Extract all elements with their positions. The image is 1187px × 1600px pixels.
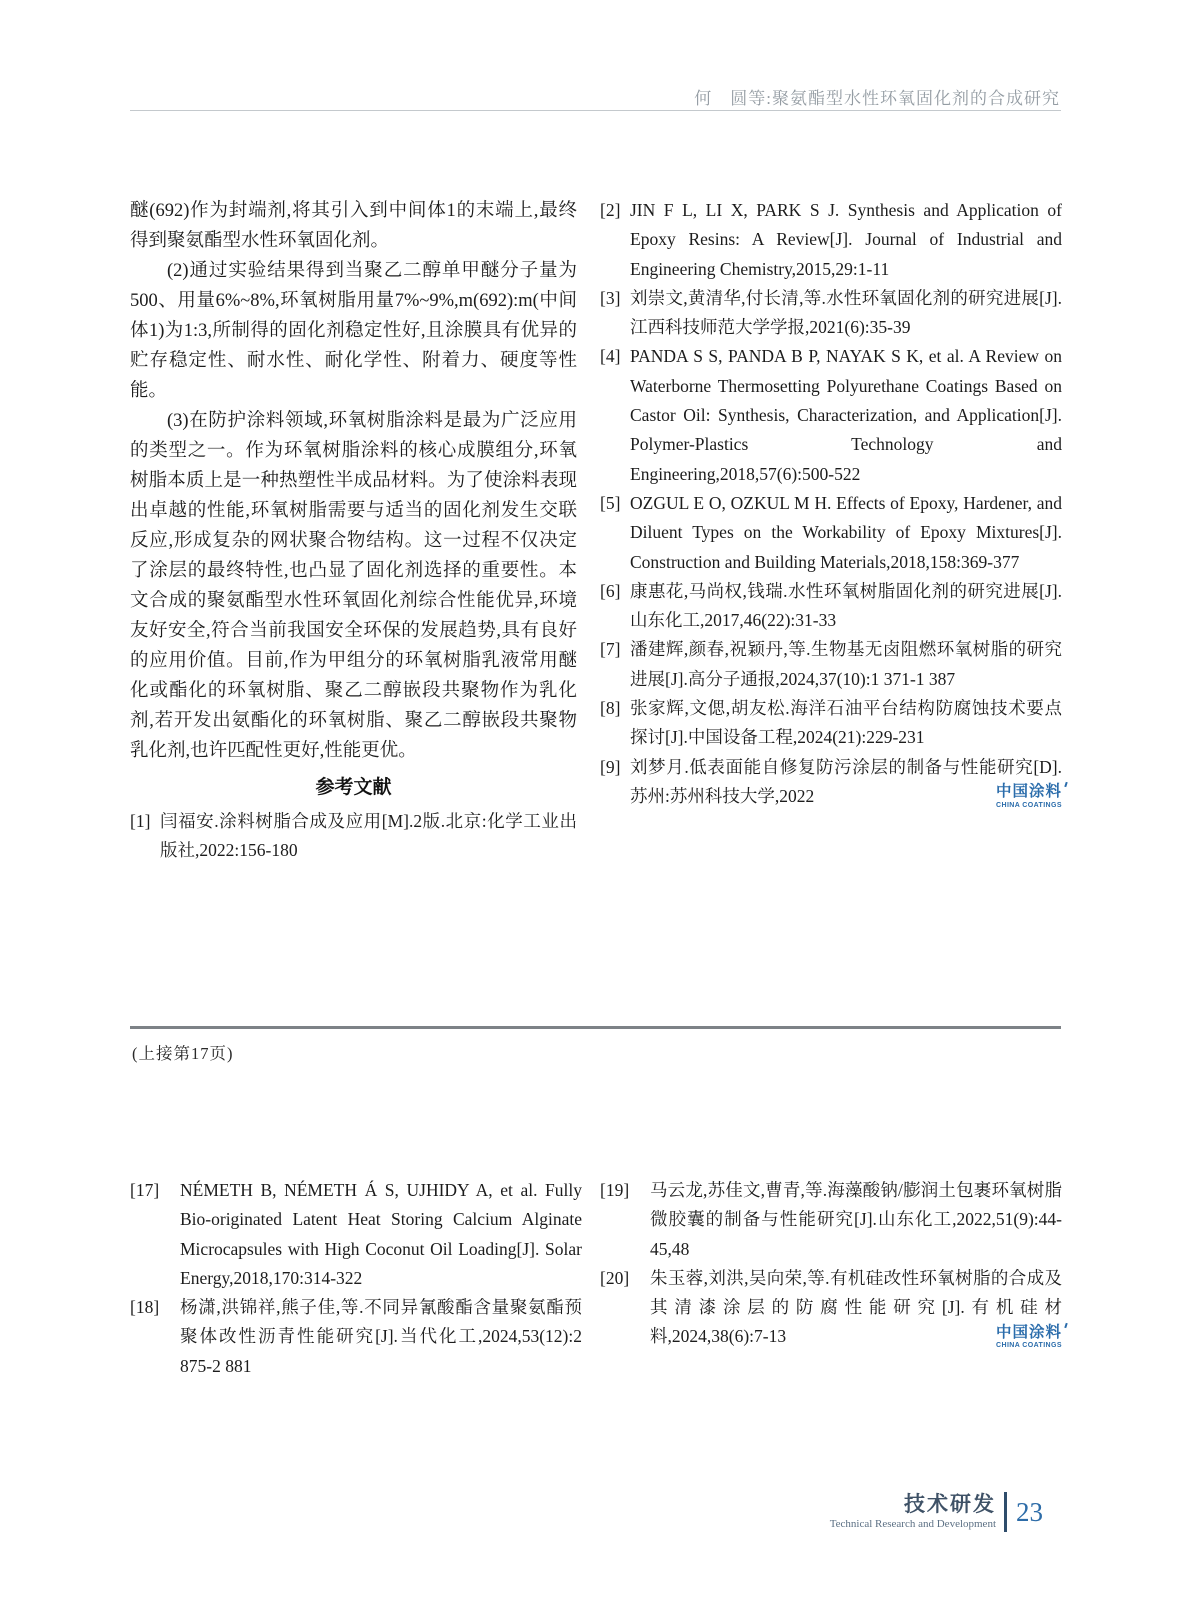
section-divider — [130, 1026, 1061, 1029]
footer-section-title: 技术研发 — [904, 1493, 996, 1516]
reference-text: 潘建辉,颜春,祝颖丹,等.生物基无卤阻燃环氧树脂的研究进展[J].高分子通报,2024,37(10):1 371-1 387 — [630, 639, 1062, 689]
reference-text: 康惠花,马尚权,钱瑞.水性环氧树脂固化剂的研究进展[J].山东化工,2017,46(22):31-33 — [630, 580, 1062, 631]
reference-text: 杨潇,洪锦祥,熊子佳,等.不同异氰酸酯含量聚氨酯预聚体改性沥青性能研究[J].当代化工,2024,53(12):2 875-2 881 — [180, 1297, 582, 1376]
reference-item — [600, 753, 1062, 812]
running-title: 何 圆等:聚氨酯型水性环氧固化剂的合成研究 — [694, 89, 1060, 108]
column-left — [130, 196, 577, 866]
logo-tick-icon — [1064, 1323, 1067, 1328]
reference-text: 闫福安.涂料树脂合成及应用[M].2版.北京:化学工业出版社,2022:156-180 — [160, 811, 577, 861]
references-heading: 参考文献 — [315, 777, 392, 798]
reference-text: JIN F L, LI X, PARK S J. Synthesis and Application of Epoxy Resins: A Review[J]. Journal of Industrial and Engineering Chemistry,2015,29:1-11 — [630, 200, 1062, 279]
column-right — [600, 196, 1062, 812]
reference-item — [130, 1176, 582, 1293]
continued-column-left — [130, 1176, 582, 1381]
reference-number: [9] — [600, 756, 621, 777]
reference-number: [2] — [600, 200, 621, 220]
reference-number: [1] — [130, 811, 151, 831]
reference-item — [600, 1176, 1062, 1264]
reference-item — [130, 1293, 582, 1381]
reference-number: [17] — [130, 1180, 160, 1200]
reference-number: [19] — [600, 1180, 630, 1200]
reference-number: [4] — [600, 346, 621, 367]
logo-english-name: CHINA COATINGS — [996, 1342, 1062, 1350]
header-rule — [130, 110, 1061, 111]
paragraph: 醚(692)作为封端剂,将其引入到中间体1的末端上,最终得到聚氨酯型水性环氧固化剂。 — [130, 201, 577, 251]
reference-number: [6] — [600, 580, 621, 601]
logo-english-name: CHINA COATINGS — [996, 801, 1062, 809]
reference-item — [600, 635, 1062, 694]
footer-divider — [1004, 1492, 1007, 1532]
page-footer — [830, 1492, 1043, 1532]
logo-tick-icon — [1064, 782, 1067, 787]
reference-number: [7] — [600, 639, 621, 660]
reference-item — [600, 342, 1062, 488]
reference-number: [8] — [600, 698, 621, 719]
reference-item — [130, 807, 577, 866]
reference-text: 马云龙,苏佳文,曹青,等.海藻酸钠/膨润土包裹环氧树脂微胶囊的制备与性能研究[J].山东化工,2022,51(9):44-45,48 — [650, 1180, 1062, 1259]
reference-number: [18] — [130, 1297, 160, 1318]
reference-number: [5] — [600, 492, 621, 513]
reference-item — [600, 284, 1062, 343]
reference-number: [3] — [600, 287, 621, 308]
reference-text: NÉMETH B, NÉMETH Á S, UJHIDY A, et al. Fully Bio-originated Latent Heat Storing Calcium Alginate Microcapsules with High Coconut Oil Loading[J]. Solar Energy,2018,170:314-322 — [180, 1180, 582, 1288]
reference-text: PANDA S S, PANDA B P, NAYAK S K, et al. A Review on Waterborne Thermosetting Polyurethane Coatings Based on Castor Oil: Synthesis, Characterization, and Application[J]. Polymer-Plastics Technology and Engineering,2018,57(6):500-522 — [630, 346, 1062, 484]
page-number: 23 — [1016, 1496, 1043, 1527]
reference-text: 朱玉蓉,刘洪,吴向荣,等.有机硅改性环氧树脂的合成及其清漆涂层的防腐性能研究[J].有机硅材料,2024,38(6):7-13 — [650, 1267, 1062, 1347]
footer-section-subtitle: Technical Research and Development — [829, 1518, 996, 1530]
reference-text: 刘梦月.低表面能自修复防污涂层的制备与性能研究[D].苏州:苏州科技大学,2022 — [630, 756, 1062, 806]
reference-number: [20] — [600, 1267, 630, 1288]
reference-item — [600, 196, 1062, 284]
continuation-note: (上接第17页) — [132, 1044, 234, 1063]
logo-chinese-name: 中国涂料 — [995, 783, 1062, 801]
paragraph: (2)通过实验结果得到当聚乙二醇单甲醚分子量为500、用量6%~8%,环氧树脂用量7%~9%,m(692):m(中间体1)为1:3,所制得的固化剂稳定性好,且涂膜具有优异的贮存稳定性、耐水性、耐化学性、附着力、硬度等性能。 — [130, 261, 577, 401]
reference-text: 张家辉,文偲,胡友松.海洋石油平台结构防腐蚀技术要点探讨[J].中国设备工程,2024(21):229-231 — [630, 698, 1062, 748]
continued-column-right — [600, 1176, 1062, 1352]
reference-text: OZGUL E O, OZKUL M H. Effects of Epoxy, Hardener, and Diluent Types on the Workability of Epoxy Mixtures[J]. Construction and Building Materials,2018,158:369-377 — [630, 492, 1062, 572]
reference-item — [600, 489, 1062, 577]
reference-text: 刘崇文,黄清华,付长清,等.水性环氧固化剂的研究进展[J].江西科技师范大学学报,2021(6):35-39 — [630, 287, 1062, 338]
paragraph: (3)在防护涂料领域,环氧树脂涂料是最为广泛应用的类型之一。作为环氧树脂涂料的核心成膜组分,环氧树脂本质上是一种热塑性半成品材料。为了使涂料表现出卓越的性能,环氧树脂需要与适当的固化剂发生交联反应,形成复杂的网状聚合物结构。这一过程不仅决定了涂层的最终特性,也凸显了固化剂选择的重要性。本文合成的聚氨酯型水性环氧固化剂综合性能优异,环境友好安全,符合当前我国安全环保的发展趋势,具有良好的应用价值。目前,作为甲组分的环氧树脂乳液常用醚化或酯化的环氧树脂、聚乙二醇嵌段共聚物作为乳化剂,若开发出氨酯化的环氧树脂、聚乙二醇嵌段共聚物乳化剂,也许匹配性更好,性能更优。 — [130, 411, 577, 761]
reference-item — [600, 1264, 1062, 1352]
reference-item — [600, 577, 1062, 636]
logo-chinese-name: 中国涂料 — [995, 1323, 1062, 1341]
reference-item — [600, 694, 1062, 753]
